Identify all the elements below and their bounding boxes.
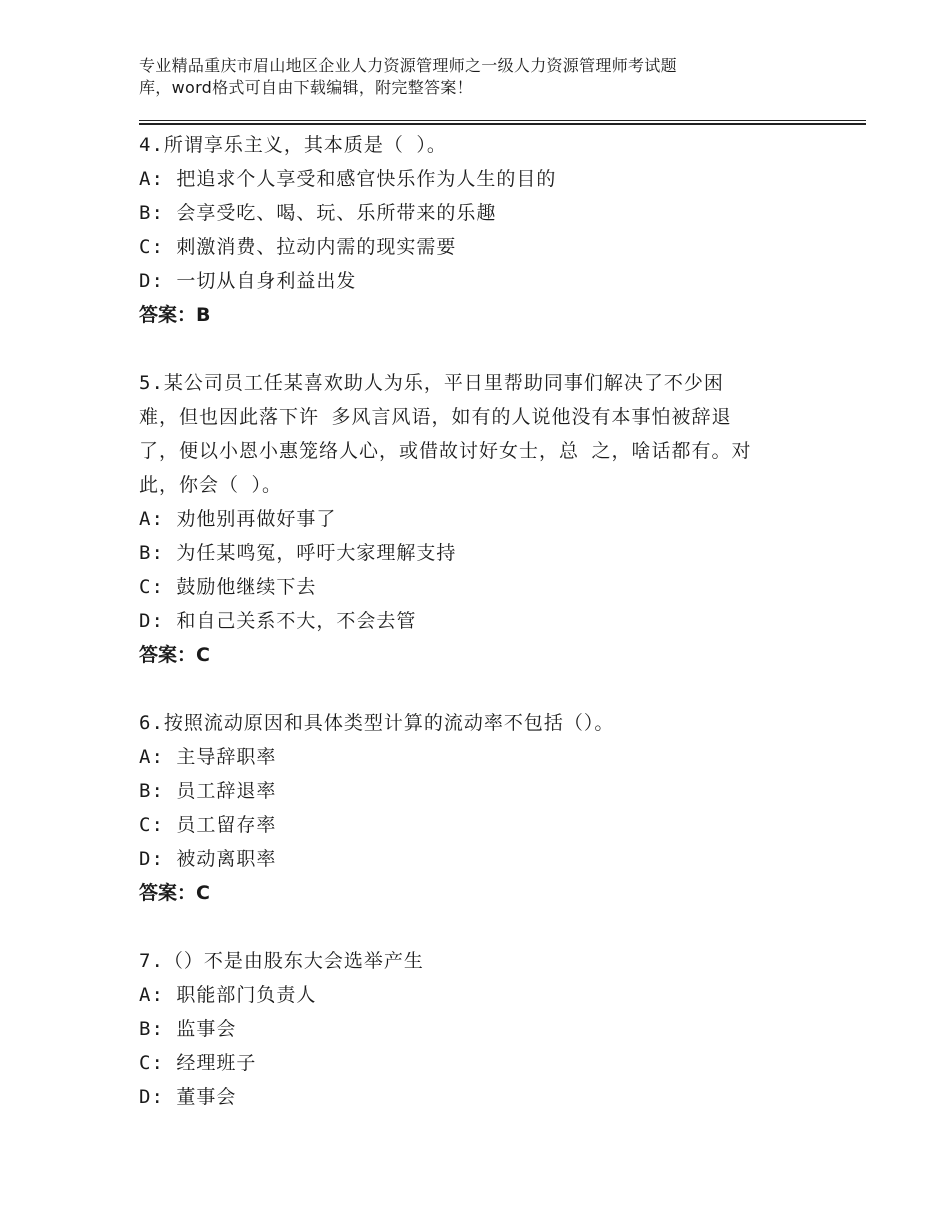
option-a: A: 把追求个人享受和感官快乐作为人生的目的 [139,168,557,190]
option-b: B: 为任某鸣冤，呼吁大家理解支持 [139,542,457,564]
option-c: C: 员工留存率 [139,814,277,836]
question-stem: 5.某公司员工任某喜欢助人为乐，平日里帮助同事们解决了不少困 [139,372,724,394]
header-rule-thin [139,120,866,121]
option-c: C: 经理班子 [139,1052,257,1074]
question-gap [139,672,819,706]
answer-label: 答案：B [139,304,211,326]
answer-label: 答案：C [139,882,210,904]
question-list [139,128,819,1114]
option-d: D: 一切从自身利益出发 [139,270,357,292]
option-d: D: 董事会 [139,1086,237,1108]
option-b: B: 监事会 [139,1018,237,1040]
option-a: A: 劝他别再做好事了 [139,508,337,530]
question-4 [139,128,819,332]
answer-label: 答案：C [139,644,210,666]
option-d: D: 被动离职率 [139,848,277,870]
question-gap [139,332,819,366]
option-c: C: 刺激消费、拉动内需的现实需要 [139,236,457,258]
question-stem: 难，但也因此落下许 多风言风语，如有的人说他没有本事怕被辞退 [139,406,732,428]
question-stem: 了，便以小恩小惠笼络人心，或借故讨好女士，总 之，啥话都有。对 [139,440,752,462]
question-stem: 4.所谓享乐主义，其本质是（ ）。 [139,134,447,156]
header-rule-thick [139,123,866,125]
question-stem: 7.（）不是由股东大会选举产生 [139,950,424,972]
option-b: B: 员工辞退率 [139,780,277,802]
header-line-1: 专业精品重庆市眉山地区企业人力资源管理师之一级人力资源管理师考试题 [139,56,677,75]
question-5 [139,366,819,672]
header-line-2: 库，word格式可自由下载编辑，附完整答案！ [139,78,473,97]
question-stem: 此，你会（ ）。 [139,474,282,496]
option-a: A: 职能部门负责人 [139,984,317,1006]
document-header [139,55,839,99]
question-gap [139,910,819,944]
question-7 [139,944,819,1114]
option-a: A: 主导辞职率 [139,746,277,768]
option-c: C: 鼓励他继续下去 [139,576,317,598]
question-stem: 6.按照流动原因和具体类型计算的流动率不包括（）。 [139,712,615,734]
option-b: B: 会享受吃、喝、玩、乐所带来的乐趣 [139,202,497,224]
question-6 [139,706,819,910]
option-d: D: 和自己关系不大，不会去管 [139,610,417,632]
